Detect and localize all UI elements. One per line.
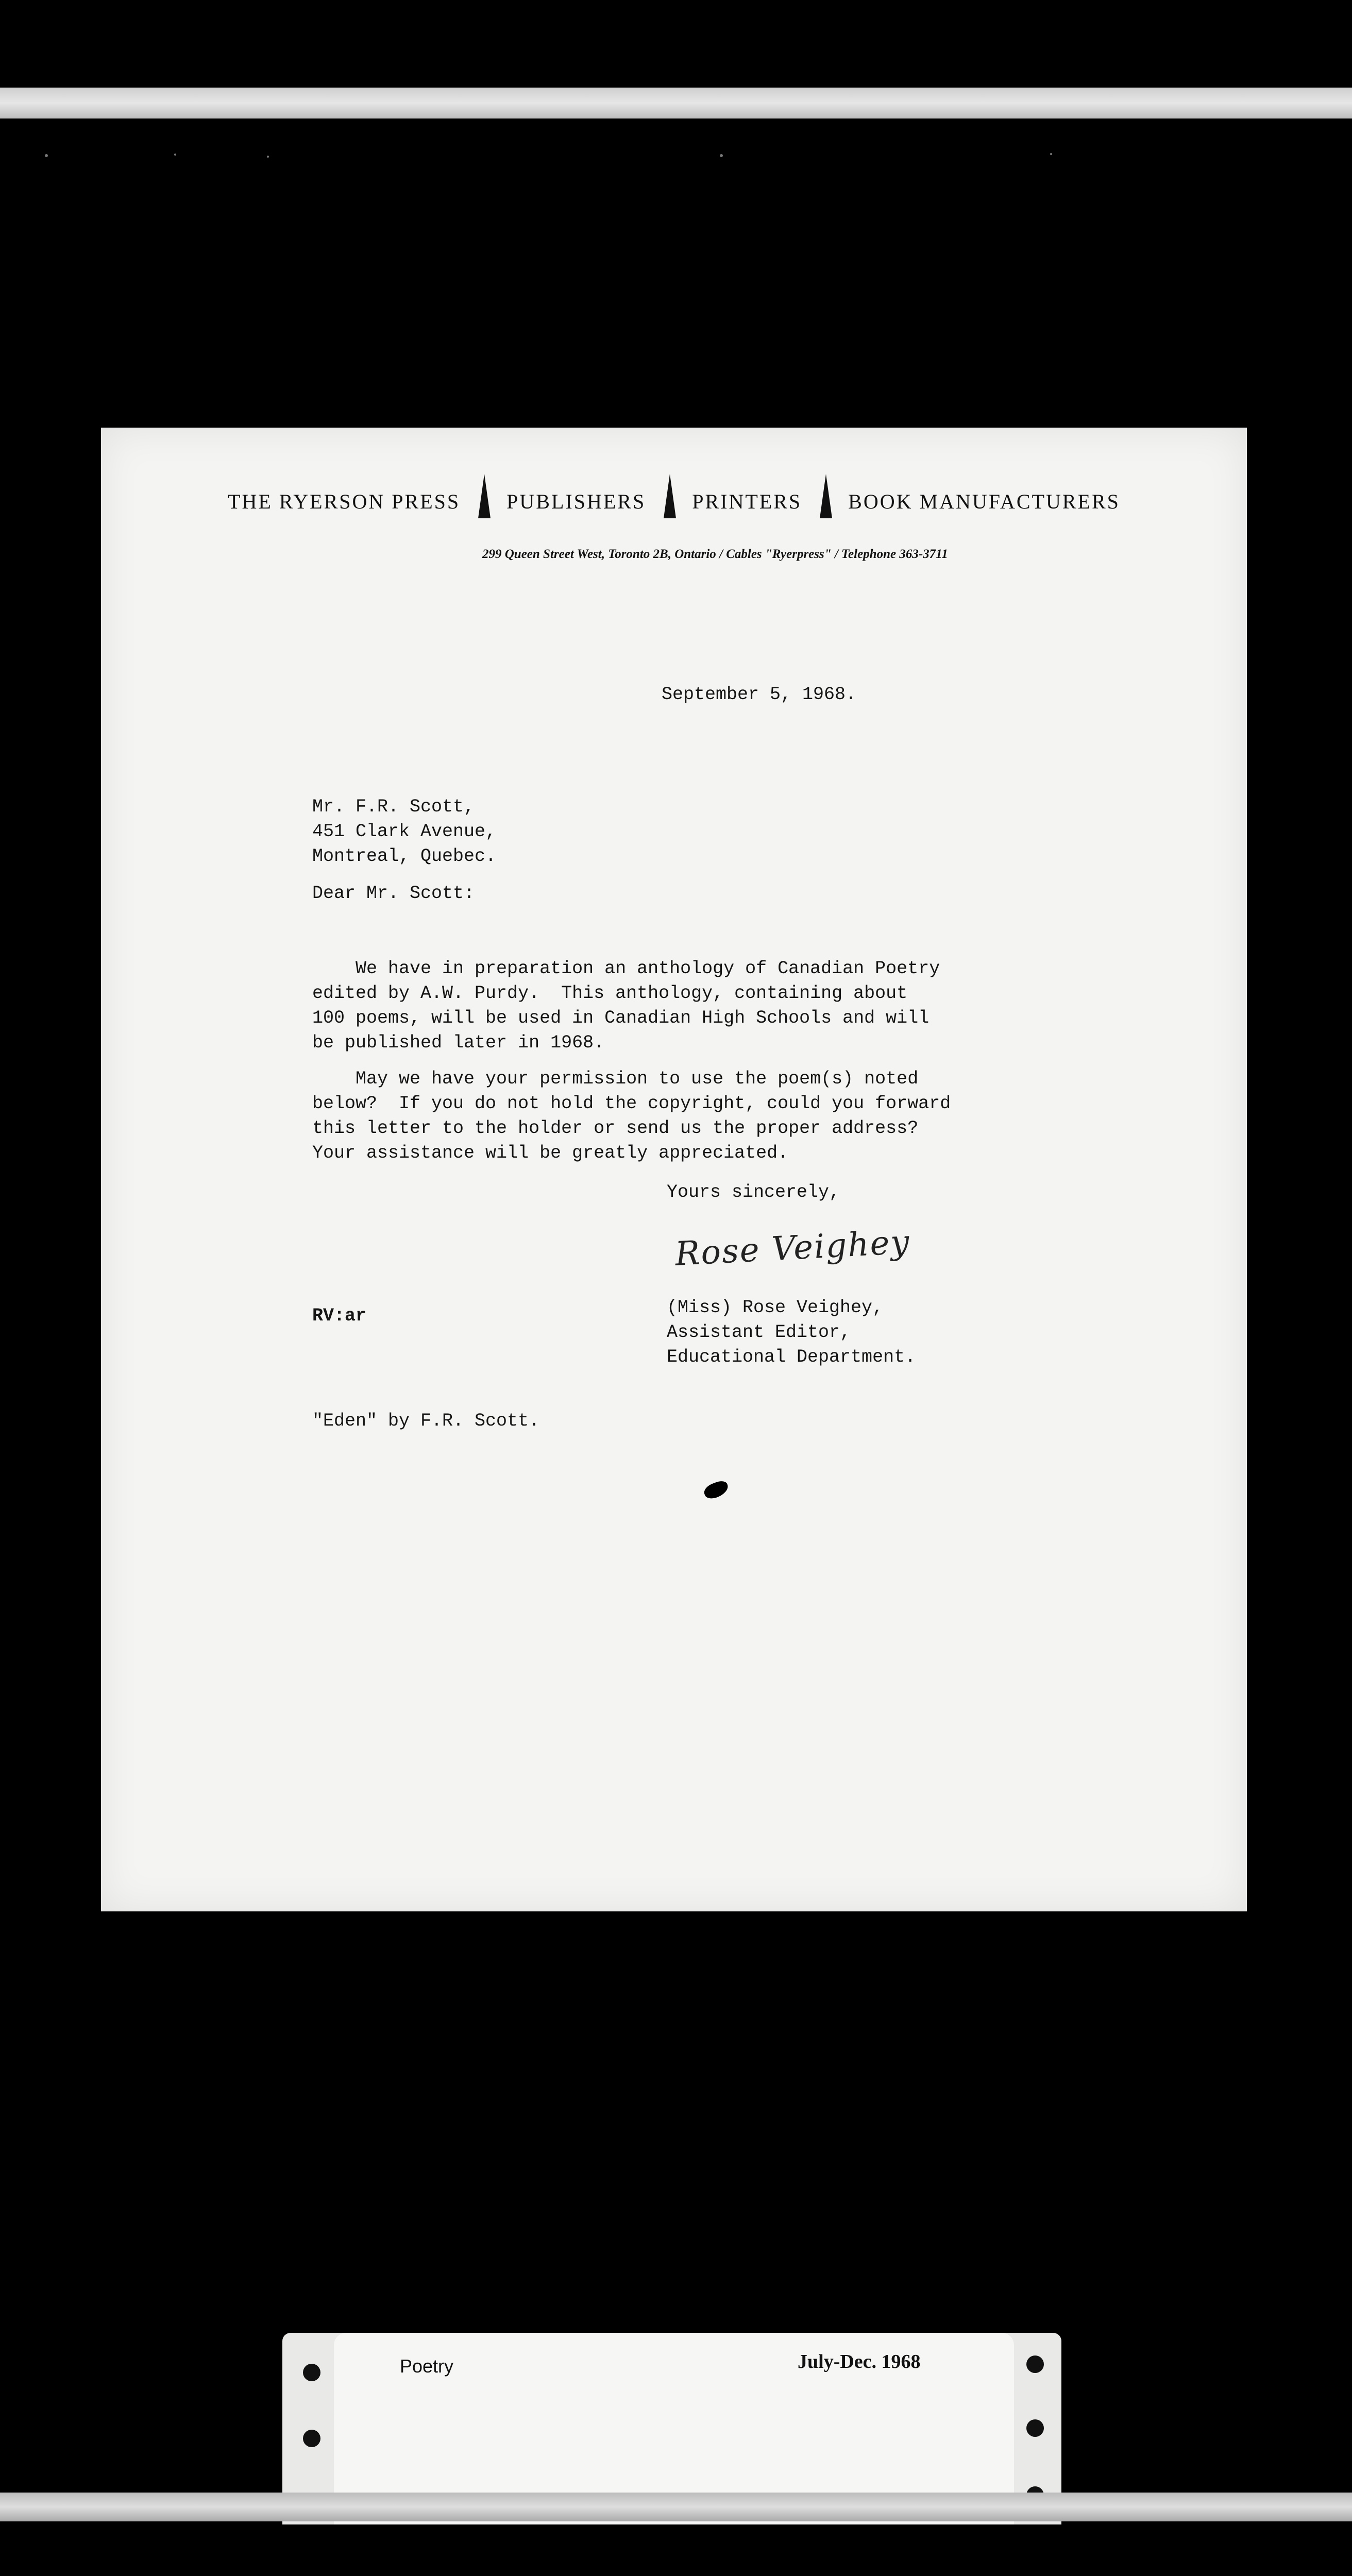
service-publishers: PUBLISHERS bbox=[506, 489, 646, 513]
ink-blot bbox=[702, 1479, 731, 1501]
signer-block: (Miss) Rose Veighey, Assistant Editor, Educational Department. bbox=[667, 1297, 916, 1367]
punch-hole-icon bbox=[303, 2364, 320, 2381]
folder-date-label: July-Dec. 1968 bbox=[798, 2351, 921, 2372]
company-name: THE RYERSON PRESS bbox=[228, 489, 461, 513]
letter-date: September 5, 1968. bbox=[662, 684, 857, 705]
tree-logo-icon bbox=[820, 474, 832, 518]
reference-initials: RV:ar bbox=[312, 1306, 367, 1326]
tree-logo-icon bbox=[664, 474, 676, 518]
punch-hole-icon bbox=[1026, 2419, 1044, 2437]
letterhead bbox=[101, 479, 1247, 523]
handwritten-signature: Rose Veighey bbox=[674, 1223, 911, 1274]
body-paragraph-1: We have in preparation an anthology of Canadian Poetry edited by A.W. Purdy. This anthology, containing about 100 poems, will be used in Canadian High Schools and will be published later in 1968. bbox=[312, 958, 940, 1053]
film-strip-bottom bbox=[0, 2493, 1352, 2521]
film-specks bbox=[0, 149, 1352, 165]
folder-subject-label: Poetry bbox=[400, 2355, 454, 2377]
service-printers: PRINTERS bbox=[692, 489, 802, 513]
tree-logo-icon bbox=[478, 474, 491, 518]
recipient-address: Mr. F.R. Scott, 451 Clark Avenue, Montreal, Quebec. bbox=[312, 796, 497, 867]
film-strip-top bbox=[0, 88, 1352, 118]
closing: Yours sincerely, bbox=[667, 1182, 840, 1202]
letter-page bbox=[101, 428, 1247, 1911]
letterhead-address: 299 Queen Street West, Toronto 2B, Ontario / Cables "Ryerpress" / Telephone 363-3711 bbox=[482, 547, 948, 561]
poem-reference: "Eden" by F.R. Scott. bbox=[312, 1411, 540, 1431]
body-paragraph-2: May we have your permission to use the poem(s) noted below? If you do not hold the copyright, could you forward this letter to the holder or send us the proper address? Your assistance will be greatly appreciated. bbox=[312, 1069, 951, 1163]
salutation: Dear Mr. Scott: bbox=[312, 883, 475, 904]
service-book-manufacturers: BOOK MANUFACTURERS bbox=[848, 489, 1120, 513]
punch-hole-icon bbox=[1026, 2355, 1044, 2373]
punch-hole-icon bbox=[303, 2430, 320, 2447]
